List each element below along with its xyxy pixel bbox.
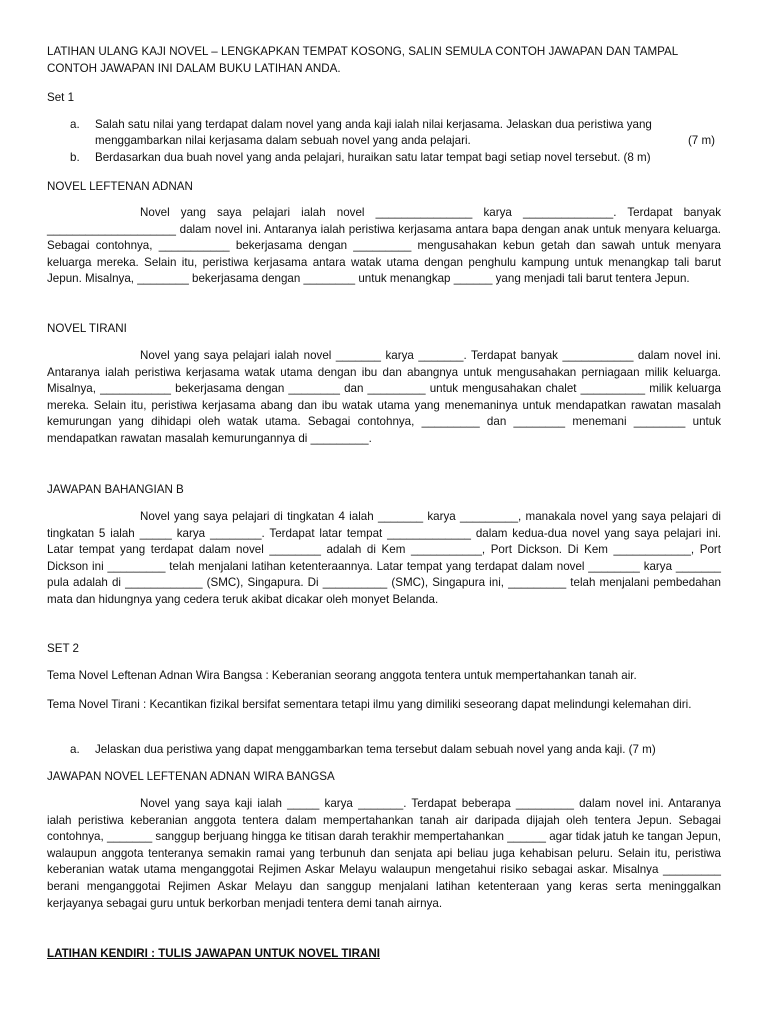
novel-leftenan-heading: NOVEL LEFTENAN ADNAN xyxy=(47,180,193,193)
set-2-question-a-text: Jelaskan dua peristiwa yang dapat menggambarkan tema tersebut dalam sebuah novel yang anda kaji. (7 m) xyxy=(95,743,656,756)
jawapan-bahagian-b-heading: JAWAPAN BAHANGIAN B xyxy=(47,483,184,496)
jawapan-bahagian-b-paragraph: Novel yang saya pelajari di tingkatan 4 ialah _______ karya _________, manakala novel yang saya pelajari di tingkatan 5 ialah _____ karya ________. Terdapat latar tempat _____________ dalam kedua-dua novel yang saya pelajari ini. Latar tempat yang terdapat dalam novel ________ adalah di Kem ___________, Port Dickson. Di Kem ____________, Port Dickson ini _________ telah menjalani latihan ketenteraannya. Latar tempat yang terdapat dalam novel ________ karya _______ pula adalah di ____________ (SMC), Singapura. Di __________ (SMC), Singapura ini, _________ telah menjalani pembedahan mata dan hidungnya yang cedera teruk akibat dicakar oleh monyet Belanda. xyxy=(47,510,721,606)
set-1-question-a-text: menggambarkan nilai kerjasama dalam sebuah novel yang anda pelajari. xyxy=(95,134,471,147)
set-1-question-a-marks: (7 m) xyxy=(687,134,715,147)
set-1-question-b-letter: b. xyxy=(70,151,80,164)
latihan-kendiri-instruction: LATIHAN KENDIRI : TULIS JAWAPAN UNTUK NOVEL TIRANI xyxy=(47,947,380,960)
jawapan-leftenan-paragraph: Novel yang saya kaji ialah _____ karya _______. Terdapat beberapa _________ dalam novel ini. Antaranya ialah peristiwa keberanian anggota tentera dalam mempertahankan tanah air daripada dijajah oleh tentera Jepun. Sebagai contohnya, _______ sanggup berjuang hingga ke titisan darah terakhir mempertahankan ______ agar tidak jatuh ke tangan Jepun, walaupun anggota tenteranya semakin ramai yang terbunuh dan senjata api beliau juga kehabisan peluru. Selain itu, peristiwa keberanian watak utama menganggotai Rejimen Askar Melayu walaupun mengetahui risiko sebagai askar. Misalnya _________ berani menganggotai Rejimen Askar Melayu dan sanggup menjalani latihan ketenteraan yang keras serta meninggalkan kerjayanya sebagai guru untuk berkorban menjadi tentera demi tanah airnya. xyxy=(47,797,721,910)
instruction-title-line-1: LATIHAN ULANG KAJI NOVEL – LENGKAPKAN TEMPAT KOSONG, SALIN SEMULA CONTOH JAWAPAN DAN TAMPAL xyxy=(47,45,679,58)
set-2-question-a-letter: a. xyxy=(70,743,80,756)
instruction-title-line-2: CONTOH JAWAPAN INI DALAM BUKU LATIHAN ANDA. xyxy=(47,62,341,75)
novel-tirani-paragraph: Novel yang saya pelajari ialah novel _______ karya _______. Terdapat banyak ___________ dalam novel ini. Antaranya ialah peristiwa kerjasama watak utama dengan ibu dan abangnya untuk mengusahakan perniagaan milik keluarga. Misalnya, ___________ bekerjasama dengan ________ dan _________ untuk mengusahakan chalet __________ milik keluarga mereka. Selain itu, peristiwa kerjasama abang dan ibu watak utama yang menemaninya untuk mendapatkan rawatan masalah kemurungan yang dihidapi oleh watak utama. Sebagai contohnya, _________ dan ________ menemani ________ untuk mendapatkan rawatan masalah kemurungannya di _________. xyxy=(47,349,721,445)
set-1-question-b-text: Berdasarkan dua buah novel yang anda pelajari, huraikan satu latar tempat bagi setiap novel tersebut. (8 m) xyxy=(95,151,651,164)
tema-tirani: Tema Novel Tirani : Kecantikan fizikal bersifat sementara tetapi ilmu yang dimiliki seseorang dapat melindungi kelemahan diri. xyxy=(47,698,692,711)
novel-leftenan-paragraph: Novel yang saya pelajari ialah novel _______________ karya ______________. Terdapat banyak ____________________ dalam novel ini. Antaranya ialah peristiwa kerjasama antara bapa dengan anak untuk menyara keluarga. Sebagai contohnya, ___________ bekerjasama dengan _________ mengusahakan kebun getah dan sawah untuk menyara keluarga mereka. Selain itu, peristiwa kerjasama antara watak utama dengan penghulu kampung untuk menangkap tali barut Jepun. Misalnya, ________ bekerjasama dengan ________ untuk menangkap ______ yang menjadi tali barut tentera Jepun. xyxy=(47,206,721,286)
tema-leftenan-adnan: Tema Novel Leftenan Adnan Wira Bangsa : Keberanian seorang anggota tentera untuk mempertahankan tanah air. xyxy=(47,669,637,682)
set-1-question-a-line-2 xyxy=(95,133,721,150)
set-1-question-a-letter: a. xyxy=(70,118,80,131)
jawapan-leftenan-heading: JAWAPAN NOVEL LEFTENAN ADNAN WIRA BANGSA xyxy=(47,770,335,783)
novel-tirani-heading: NOVEL TIRANI xyxy=(47,322,127,335)
set-1-label: Set 1 xyxy=(47,91,75,104)
set-1-question-a-line-1: Salah satu nilai yang terdapat dalam novel yang anda kaji ialah nilai kerjasama. Jelaskan dua peristiwa yang xyxy=(95,118,652,131)
set-2-label: SET 2 xyxy=(47,642,80,655)
